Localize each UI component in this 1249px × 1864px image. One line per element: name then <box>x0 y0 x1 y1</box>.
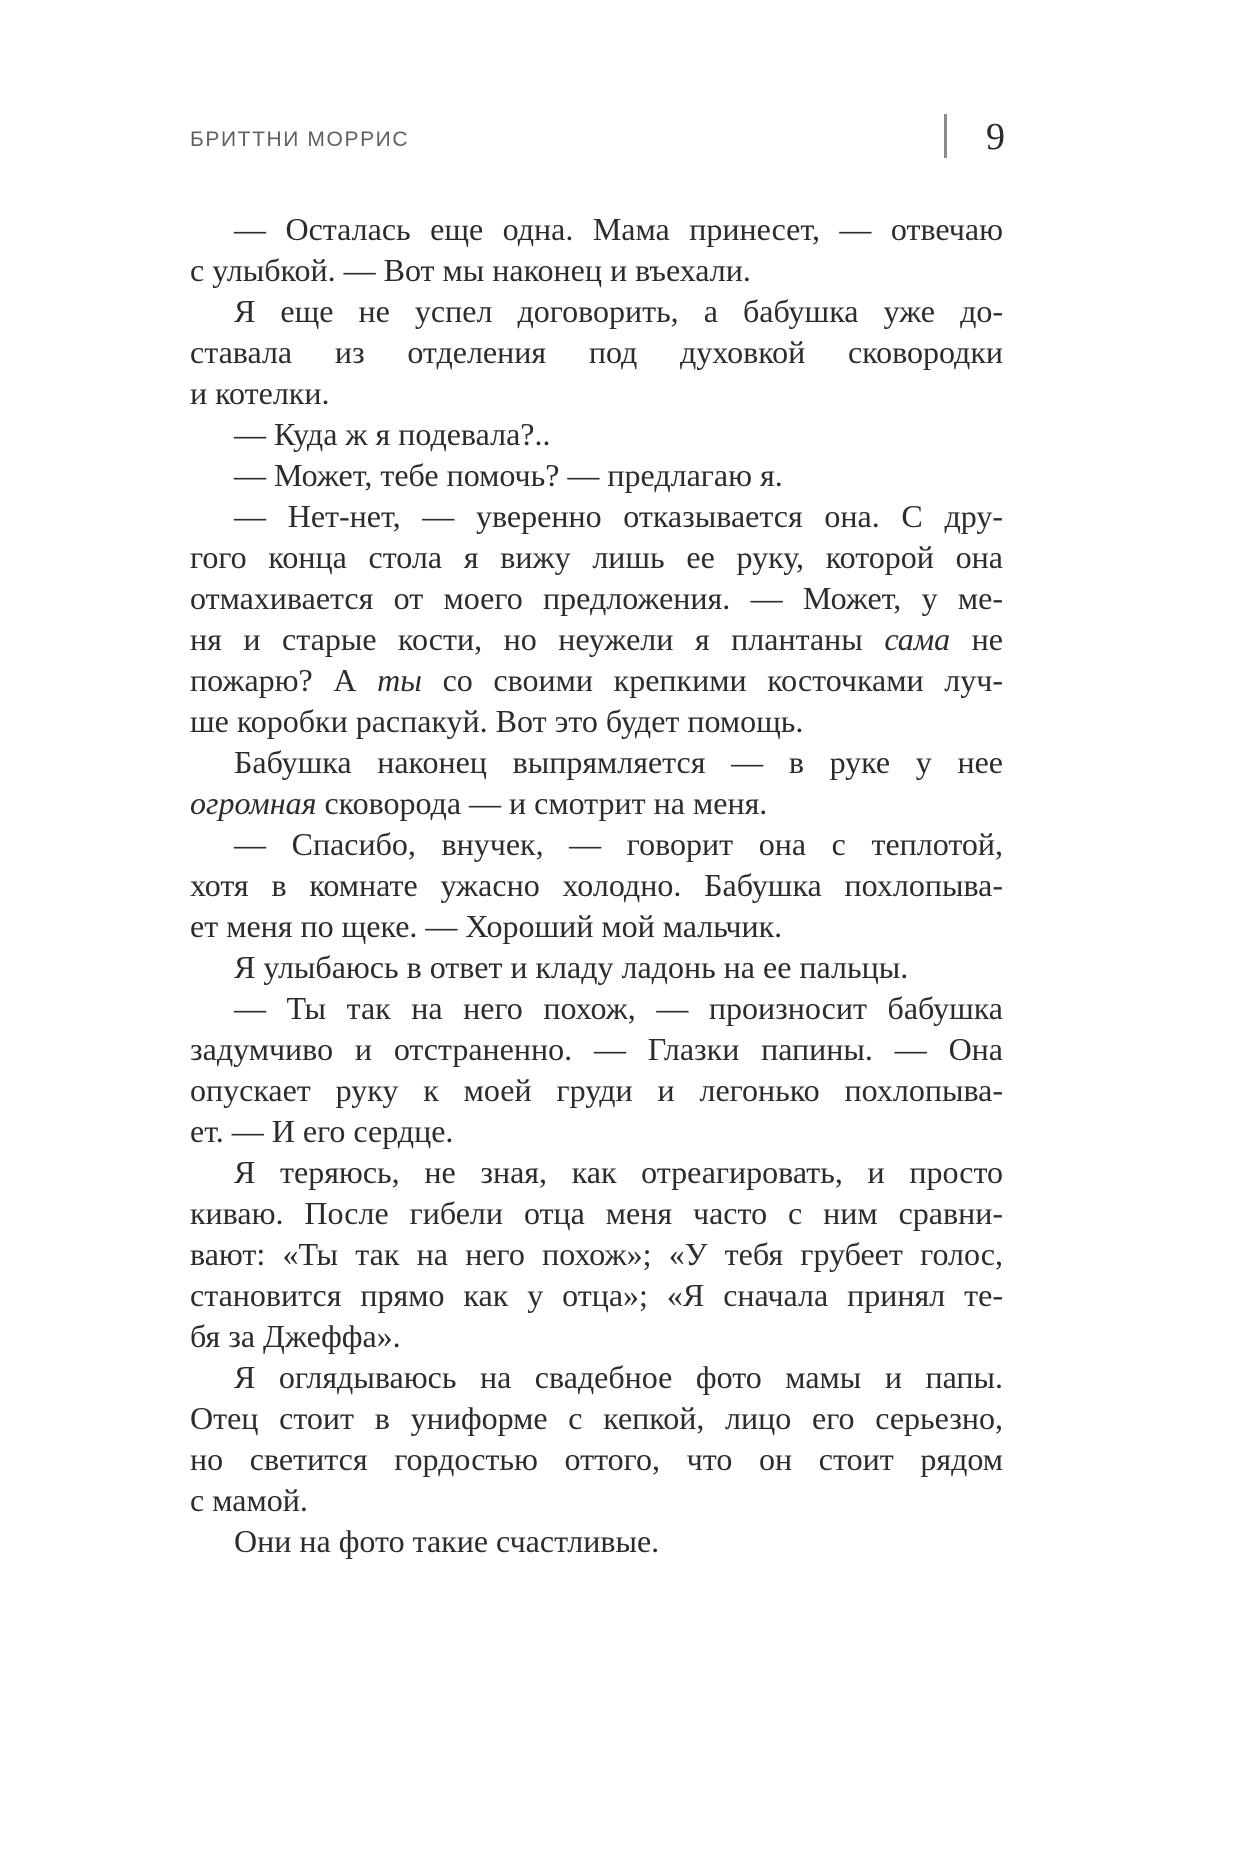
text-segment: Бабушка наконец выпрямляется — в руке у нее <box>234 744 1003 780</box>
text-segment: становится прямо как у отца»; «Я сначала принял те- <box>190 1277 1003 1313</box>
italic-text-segment: ты <box>377 662 422 698</box>
text-segment: но светится гордостью оттого, что он стоит рядом <box>190 1441 1003 1477</box>
text-line <box>190 947 1003 988</box>
paragraph <box>190 947 1003 988</box>
folio-divider-rule <box>944 114 947 158</box>
text-segment: ет меня по щеке. — Хороший мой мальчик. <box>190 908 783 944</box>
text-line <box>190 783 1003 824</box>
paragraph <box>190 742 1003 824</box>
text-segment: Я теряюсь, не зная, как отреагировать, и просто <box>234 1154 1003 1190</box>
text-line <box>190 455 1003 496</box>
text-line <box>190 1316 1003 1357</box>
text-block <box>190 209 1003 1562</box>
text-line <box>190 1398 1003 1439</box>
text-line <box>190 414 1003 455</box>
text-line <box>190 701 1003 742</box>
text-line <box>190 988 1003 1029</box>
text-line <box>190 742 1003 783</box>
paragraph <box>190 988 1003 1152</box>
paragraph <box>190 455 1003 496</box>
italic-text-segment: сама <box>884 621 951 657</box>
text-line <box>190 537 1003 578</box>
paragraph <box>190 824 1003 947</box>
text-line <box>190 865 1003 906</box>
text-segment: — Осталась еще одна. Мама принесет, — отвечаю <box>234 211 1003 247</box>
italic-text-segment: огромная <box>190 785 317 821</box>
text-segment: не <box>950 621 1004 657</box>
paragraph <box>190 1152 1003 1357</box>
text-line <box>190 250 1003 291</box>
text-segment: хотя в комнате ужасно холодно. Бабушка похлопыва- <box>190 867 1003 903</box>
text-line <box>190 1029 1003 1070</box>
text-segment: Я еще не успел договорить, а бабушка уже до- <box>234 293 1003 329</box>
paragraph <box>190 1357 1003 1521</box>
paragraph <box>190 209 1003 291</box>
text-segment: гого конца стола я вижу лишь ее руку, которой она <box>190 539 1003 575</box>
text-segment: Отец стоит в униформе с кепкой, лицо его серьезно, <box>190 1400 1003 1436</box>
text-line <box>190 824 1003 865</box>
text-segment: — Спасибо, внучек, — говорит она с теплотой, <box>234 826 1003 862</box>
text-segment: Они на фото такие счастливые. <box>234 1523 660 1559</box>
text-line <box>190 1234 1003 1275</box>
text-segment: вают: «Ты так на него похож»; «У тебя грубеет голос, <box>190 1236 1003 1272</box>
text-line <box>190 1480 1003 1521</box>
text-line <box>190 578 1003 619</box>
text-segment: бя за Джеффа». <box>190 1318 401 1354</box>
text-line <box>190 906 1003 947</box>
text-line <box>190 1521 1003 1562</box>
text-segment: ставала из отделения под духовкой сковородки <box>190 334 1003 370</box>
text-line <box>190 332 1003 373</box>
text-segment: и котелки. <box>190 375 330 411</box>
text-line <box>190 1111 1003 1152</box>
text-segment: ше коробки распакуй. Вот это будет помощь. <box>190 703 804 739</box>
text-line <box>190 1357 1003 1398</box>
paragraph <box>190 496 1003 742</box>
text-line <box>190 1070 1003 1111</box>
text-segment: — Нет-нет, — уверенно отказывается она. С дру- <box>234 498 1003 534</box>
text-segment: — Может, тебе помочь? — предлагаю я. <box>234 457 783 493</box>
text-line <box>190 496 1003 537</box>
text-segment: задумчиво и отстраненно. — Глазки папины. — Она <box>190 1031 1003 1067</box>
text-line <box>190 660 1003 701</box>
text-line <box>190 1275 1003 1316</box>
text-line <box>190 1152 1003 1193</box>
text-segment: пожарю? А <box>190 662 378 698</box>
text-line <box>190 209 1003 250</box>
text-segment: ня и старые кости, но неужели я плантаны <box>190 621 885 657</box>
text-segment: со своими крепкими косточками луч- <box>421 662 1004 698</box>
text-segment: с улыбкой. — Вот мы наконец и въехали. <box>190 252 751 288</box>
text-segment: Я оглядываюсь на свадебное фото мамы и папы. <box>234 1359 1003 1395</box>
paragraph <box>190 414 1003 455</box>
running-header-author: БРИТТНИ МОРРИС <box>190 128 410 151</box>
text-segment: ет. — И его сердце. <box>190 1113 454 1149</box>
text-line <box>190 291 1003 332</box>
text-segment: — Куда ж я подевала?.. <box>234 416 551 452</box>
text-line <box>190 373 1003 414</box>
text-segment: — Ты так на него похож, — произносит бабушка <box>234 990 1003 1026</box>
text-segment: опускает руку к моей груди и легонько похлопыва- <box>190 1072 1003 1108</box>
paragraph <box>190 291 1003 414</box>
text-line <box>190 1193 1003 1234</box>
page-number: 9 <box>986 116 1005 158</box>
paragraph <box>190 1521 1003 1562</box>
text-segment: Я улыбаюсь в ответ и кладу ладонь на ее пальцы. <box>234 949 909 985</box>
text-segment: с мамой. <box>190 1482 308 1518</box>
text-line <box>190 619 1003 660</box>
text-segment: киваю. После гибели отца меня часто с ним сравни- <box>190 1195 1003 1231</box>
text-segment: сковорода — и смотрит на меня. <box>316 785 768 821</box>
text-line <box>190 1439 1003 1480</box>
text-segment: отмахивается от моего предложения. — Может, у ме- <box>190 580 1003 616</box>
